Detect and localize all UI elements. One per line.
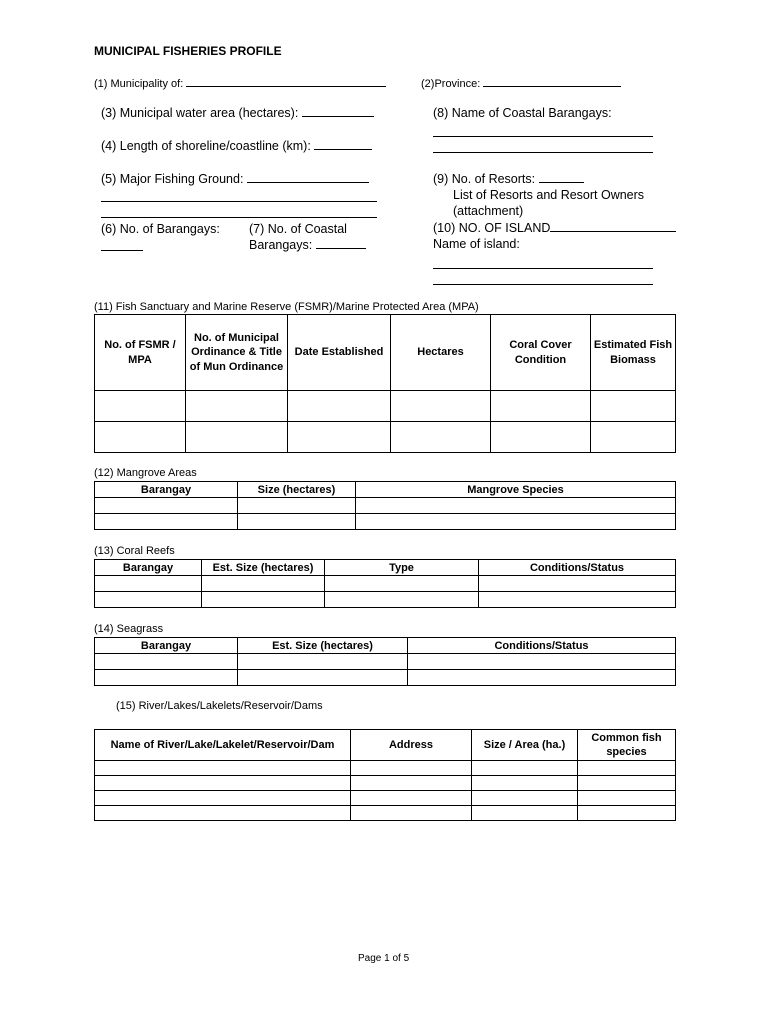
table-cell[interactable]	[288, 422, 391, 453]
table-cell[interactable]	[578, 761, 676, 776]
fsmr-caption: (11) Fish Sanctuary and Marine Reserve (FSMR)/Marine Protected Area (MPA)	[94, 301, 479, 313]
shoreline-label: (4) Length of shoreline/coastline (km):	[101, 139, 311, 153]
table-row	[95, 670, 676, 686]
table-row	[95, 498, 676, 514]
fishing-ground-line-2[interactable]	[101, 201, 377, 202]
table-cell[interactable]	[95, 791, 351, 806]
table-cell[interactable]	[186, 422, 288, 453]
province-blank[interactable]	[483, 76, 621, 87]
resorts-label: (9) No. of Resorts:	[433, 172, 536, 186]
coral-header-size: Est. Size (hectares)	[202, 560, 325, 576]
table-cell[interactable]	[95, 670, 238, 686]
resorts-list-label-2: (attachment)	[453, 204, 524, 218]
table-cell[interactable]	[479, 592, 676, 608]
table-cell[interactable]	[578, 791, 676, 806]
resorts-field[interactable]	[433, 171, 584, 187]
table-cell[interactable]	[472, 791, 578, 806]
coral-header-barangay: Barangay	[95, 560, 202, 576]
table-row	[95, 761, 676, 776]
table-cell[interactable]	[408, 670, 676, 686]
table-cell[interactable]	[351, 761, 472, 776]
province-field[interactable]	[421, 76, 621, 90]
table-row	[95, 654, 676, 670]
page-title: MUNICIPAL FISHERIES PROFILE	[94, 44, 282, 58]
island-count-label: (10) NO. OF ISLAND	[433, 221, 551, 235]
table-cell[interactable]	[238, 498, 356, 514]
table-cell[interactable]	[356, 498, 676, 514]
table-cell[interactable]	[288, 391, 391, 422]
island-name-line-2[interactable]	[433, 284, 653, 285]
fsmr-table	[94, 314, 676, 453]
fishing-ground-line-3[interactable]	[101, 217, 377, 218]
table-cell[interactable]	[472, 806, 578, 821]
resorts-blank[interactable]	[539, 172, 584, 183]
coastal-barangays-label-2: Barangays:	[249, 238, 313, 252]
table-cell[interactable]	[578, 776, 676, 791]
table-row	[95, 592, 676, 608]
table-row	[95, 514, 676, 530]
table-cell[interactable]	[391, 422, 491, 453]
rivers-caption: (15) River/Lakes/Lakelets/Reservoir/Dams	[116, 700, 323, 712]
municipality-label: (1) Municipality of:	[94, 78, 184, 90]
island-name-label: Name of island:	[433, 237, 520, 251]
table-cell[interactable]	[95, 422, 186, 453]
province-label: (2)Province:	[421, 78, 481, 90]
barangays-label: (6) No. of Barangays:	[101, 222, 220, 236]
coastal-barangays-field[interactable]	[249, 237, 366, 253]
fishing-ground-field[interactable]	[101, 171, 369, 187]
coastal-barangays-blank[interactable]	[316, 238, 366, 249]
mangrove-header-size: Size (hectares)	[238, 482, 356, 498]
water-area-blank[interactable]	[302, 106, 374, 117]
mangrove-caption: (12) Mangrove Areas	[94, 467, 197, 479]
table-cell[interactable]	[202, 592, 325, 608]
table-cell[interactable]	[238, 654, 408, 670]
table-cell[interactable]	[591, 391, 676, 422]
table-cell[interactable]	[491, 391, 591, 422]
table-cell[interactable]	[578, 806, 676, 821]
fsmr-header-count: No. of FSMR / MPA	[95, 315, 186, 391]
coral-caption: (13) Coral Reefs	[94, 545, 175, 557]
table-cell[interactable]	[95, 776, 351, 791]
table-cell[interactable]	[95, 761, 351, 776]
table-cell[interactable]	[238, 514, 356, 530]
table-cell[interactable]	[95, 654, 238, 670]
table-cell[interactable]	[202, 576, 325, 592]
water-area-label: (3) Municipal water area (hectares):	[101, 106, 299, 120]
table-cell[interactable]	[351, 806, 472, 821]
fsmr-header-hectares: Hectares	[391, 315, 491, 391]
fsmr-header-ordinance: No. of Municipal Ordinance & Title of Mun Ordinance	[186, 315, 288, 391]
table-cell[interactable]	[95, 514, 238, 530]
table-cell[interactable]	[95, 592, 202, 608]
barangays-blank[interactable]	[101, 250, 143, 251]
table-cell[interactable]	[238, 670, 408, 686]
table-row	[95, 791, 676, 806]
rivers-header-fish-species: Common fish species	[578, 730, 676, 761]
seagrass-header-size: Est. Size (hectares)	[238, 638, 408, 654]
table-cell[interactable]	[472, 761, 578, 776]
coral-header-status: Conditions/Status	[479, 560, 676, 576]
fishing-ground-label: (5) Major Fishing Ground:	[101, 172, 244, 186]
mangrove-header-barangay: Barangay	[95, 482, 238, 498]
fsmr-header-fish-biomass: Estimated Fish Biomass	[591, 315, 676, 391]
coastal-barangays-label-1: (7) No. of Coastal	[249, 222, 347, 236]
fsmr-header-coral-cover: Coral Cover Condition	[491, 315, 591, 391]
table-cell[interactable]	[95, 806, 351, 821]
table-cell[interactable]	[95, 498, 238, 514]
table-cell[interactable]	[408, 654, 676, 670]
resorts-list-label-1: List of Resorts and Resort Owners	[453, 188, 645, 202]
fishing-ground-blank[interactable]	[247, 172, 369, 183]
island-count-field[interactable]	[433, 220, 676, 236]
mangrove-header-species: Mangrove Species	[356, 482, 676, 498]
table-cell[interactable]	[325, 592, 479, 608]
seagrass-header-status: Conditions/Status	[408, 638, 676, 654]
coastal-barangay-names-label: (8) Name of Coastal Barangays:	[433, 106, 612, 120]
coastal-names-line-2[interactable]	[433, 152, 653, 153]
table-row	[95, 776, 676, 791]
shoreline-field[interactable]	[101, 138, 372, 154]
table-cell[interactable]	[591, 422, 676, 453]
table-cell[interactable]	[491, 422, 591, 453]
table-cell[interactable]	[186, 391, 288, 422]
table-cell[interactable]	[95, 576, 202, 592]
seagrass-table	[94, 637, 676, 686]
rivers-table	[94, 729, 676, 821]
table-cell[interactable]	[95, 391, 186, 422]
table-cell[interactable]	[479, 576, 676, 592]
shoreline-blank[interactable]	[314, 139, 372, 150]
table-cell[interactable]	[391, 391, 491, 422]
municipality-blank[interactable]	[186, 76, 386, 87]
municipality-field[interactable]	[94, 76, 386, 90]
coral-header-type: Type	[325, 560, 479, 576]
page-number: Page 1 of 5	[358, 953, 410, 964]
fsmr-header-date: Date Established	[288, 315, 391, 391]
rivers-header-name: Name of River/Lake/Lakelet/Reservoir/Dam	[95, 730, 351, 761]
table-cell[interactable]	[325, 576, 479, 592]
table-cell[interactable]	[351, 791, 472, 806]
table-row	[95, 806, 676, 821]
table-row	[95, 576, 676, 592]
island-name-line-1[interactable]	[433, 268, 653, 269]
table-row	[95, 422, 676, 453]
table-cell[interactable]	[472, 776, 578, 791]
coastal-names-line-1[interactable]	[433, 136, 653, 137]
rivers-header-size: Size / Area (ha.)	[472, 730, 578, 761]
table-row	[95, 391, 676, 422]
seagrass-caption: (14) Seagrass	[94, 623, 164, 635]
coral-table	[94, 559, 676, 608]
rivers-header-address: Address	[351, 730, 472, 761]
table-cell[interactable]	[356, 514, 676, 530]
mangrove-table	[94, 481, 676, 530]
island-count-blank[interactable]	[550, 221, 676, 232]
water-area-field[interactable]	[101, 105, 374, 121]
seagrass-header-barangay: Barangay	[95, 638, 238, 654]
table-cell[interactable]	[351, 776, 472, 791]
